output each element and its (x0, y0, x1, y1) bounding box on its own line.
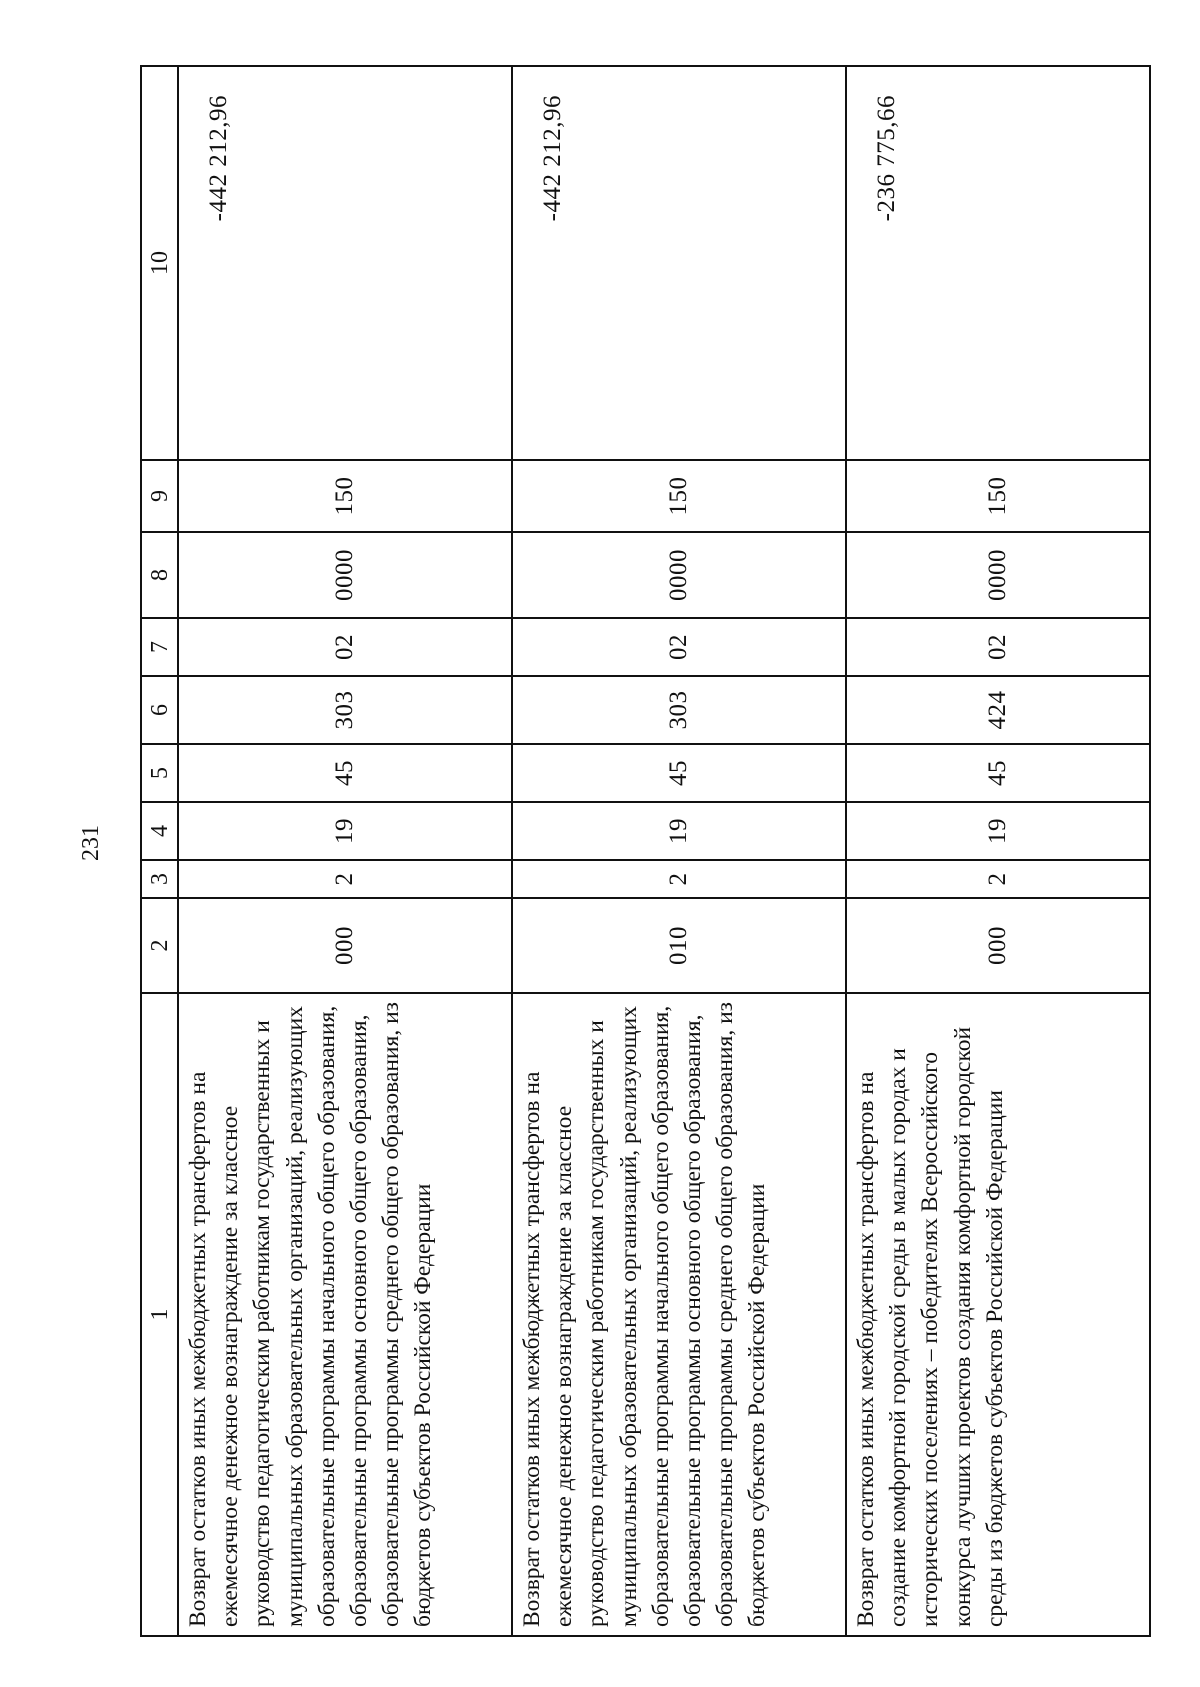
header-cell: 2 (141, 898, 178, 993)
row-description: Возврат остатков иных межбюджетных трансфертов на ежемесячное денежное вознаграждение за классное руководство педагогическим работникам государственных и муниципальных образовательных организаций, реализующих образовательные программы начального общего образования, образовательные программы основного общего образования, образовательные программы среднего общего образования, из бюджетов субъектов Российской Федерации (512, 993, 846, 1636)
header-cell: 3 (141, 860, 178, 898)
table-row (512, 66, 846, 1636)
code-cell: 2 (512, 860, 846, 898)
code-cell: 0000 (512, 532, 846, 618)
code-cell: 0000 (846, 532, 1150, 618)
code-cell: 45 (512, 744, 846, 802)
code-cell: 19 (846, 802, 1150, 860)
code-cell: 000 (846, 898, 1150, 993)
code-cell: 0000 (178, 532, 512, 618)
amount-cell: -236 775,66 (846, 66, 1150, 460)
code-cell: 02 (512, 618, 846, 676)
code-cell: 303 (178, 676, 512, 744)
header-cell: 5 (141, 744, 178, 802)
row-description: Возврат остатков иных межбюджетных трансфертов на создание комфортной городской среды в малых городах и исторических поселениях – победителях Всероссийского конкурса лучших проектов создания комфортной городской среды из бюджетов субъектов Российской Федерации (846, 993, 1150, 1636)
code-cell: 010 (512, 898, 846, 993)
code-cell: 45 (178, 744, 512, 802)
header-cell: 4 (141, 802, 178, 860)
code-cell: 150 (846, 460, 1150, 532)
code-cell: 150 (178, 460, 512, 532)
row-description: Возврат остатков иных межбюджетных трансфертов на ежемесячное денежное вознаграждение за классное руководство педагогическим работникам государственных и муниципальных образовательных организаций, реализующих образовательные программы начального общего образования, образовательные программы основного общего образования, образовательные программы среднего общего образования, из бюджетов субъектов Российской Федерации (178, 993, 512, 1636)
code-cell: 424 (846, 676, 1150, 744)
header-cell: 7 (141, 618, 178, 676)
header-cell: 8 (141, 532, 178, 618)
amount-cell: -442 212,96 (512, 66, 846, 460)
header-cell: 6 (141, 676, 178, 744)
code-cell: 303 (512, 676, 846, 744)
code-cell: 02 (178, 618, 512, 676)
table-row (846, 66, 1150, 1636)
code-cell: 2 (846, 860, 1150, 898)
code-cell: 19 (512, 802, 846, 860)
code-cell: 000 (178, 898, 512, 993)
budget-table (140, 65, 1151, 1637)
budget-table-container (140, 67, 1115, 1637)
header-cell: 9 (141, 460, 178, 532)
table-header-row (141, 66, 178, 1636)
header-cell: 10 (141, 66, 178, 460)
page-number: 231 (78, 825, 104, 861)
code-cell: 45 (846, 744, 1150, 802)
table-row (178, 66, 512, 1636)
header-cell: 1 (141, 993, 178, 1636)
code-cell: 150 (512, 460, 846, 532)
code-cell: 2 (178, 860, 512, 898)
amount-cell: -442 212,96 (178, 66, 512, 460)
code-cell: 02 (846, 618, 1150, 676)
code-cell: 19 (178, 802, 512, 860)
